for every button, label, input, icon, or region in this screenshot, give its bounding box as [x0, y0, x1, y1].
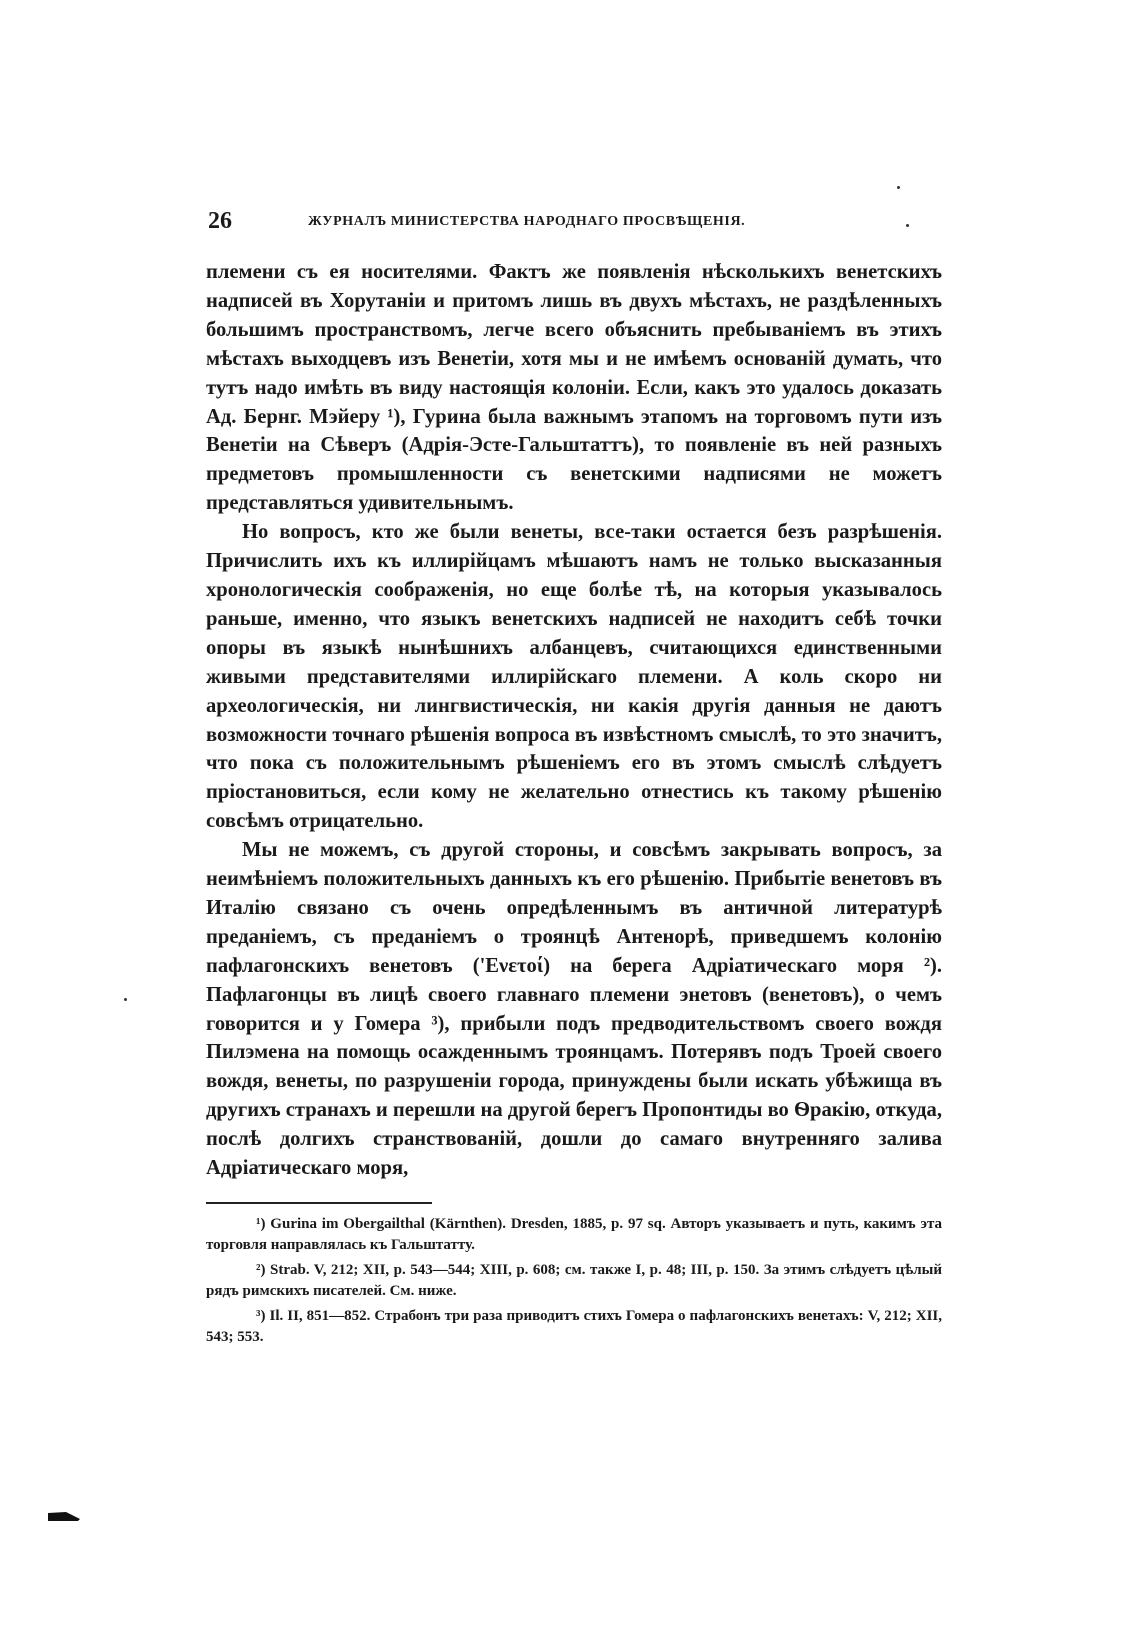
main-text: [206, 258, 942, 1183]
paragraph-3: Мы не можемъ, съ другой стороны, и совсѣмъ закрывать вопросъ, за неимѣніемъ положительныхъ данныхъ къ его рѣшенію. Прибытіе венетовъ въ Италію связано съ очень опредѣленнымъ въ античной литературѣ преданіемъ, съ преданіемъ о троянцѣ Антенорѣ, приведшемъ колонію пафлагонскихъ венетовъ ('Ενετοί) на берега Адріатическаго моря ²). Пафлагонцы въ лицѣ своего главнаго племени энетовъ (венетовъ), о чемъ говорится и у Гомера ³), прибыли подъ предводительствомъ своего вождя Пилэмена на помощь осажденнымъ троянцамъ. Потерявъ подъ Троей своего вождя, венеты, по разрушеніи города, принуждены были искать убѣжища въ другихъ странахъ и перешли на другой берегъ Пропонтиды во Ѳракію, откуда, послѣ долгихъ странствованій, дошли до самаго внутренняго залива Адріатическаго моря,: [206, 839, 942, 1180]
footnotes: [206, 1214, 942, 1352]
page-number: 26: [208, 208, 232, 234]
footnote-3: ³) Il. II, 851—852. Страбонъ три раза приводитъ стихъ Гомера о пафлагонскихъ венетахъ: V, 212; XII, 543; 553.: [206, 1308, 942, 1345]
footnote-2: ²) Strab. V, 212; XII, p. 543—544; XIII, p. 608; см. также I, p. 48; III, p. 150. За этимъ слѣдуетъ цѣлый рядъ римскихъ писателей. См. ниже.: [206, 1262, 942, 1299]
footnote-1: ¹) Gurina im Obergailthal (Kärnthen). Dresden, 1885, p. 97 sq. Авторъ указываетъ и путь, какимъ эта торговля направлялась къ Гальштатту.: [206, 1216, 942, 1253]
scan-speck: [897, 186, 900, 189]
scan-speck: [906, 224, 909, 227]
footnote-divider: [206, 1202, 432, 1204]
paragraph-2: Но вопросъ, кто же были венеты, все-таки остается безъ разрѣшенія. Причислить ихъ къ иллирійцамъ мѣшаютъ намъ не только высказанныя хронологическія соображенія, но еще болѣе тѣ, на которыя указывалось раньше, именно, что языкъ венетскихъ надписей не находитъ себѣ точки опоры въ языкѣ нынѣшнихъ албанцевъ, считающихся единственными живыми представителями иллирійскаго племени. А коль скоро ни археологическія, ни лингвистическія, ни какія другія данныя не даютъ возможности точнаго рѣшенія вопроса въ извѣстномъ смыслѣ, то это значитъ, что пока съ положительнымъ рѣшеніемъ его въ этомъ смыслѣ слѣдуетъ пріостановиться, если кому не желательно отнестись къ такому рѣшенію совсѣмъ отрицательно.: [206, 521, 942, 833]
paragraph-1: племени съ ея носителями. Фактъ же появленія нѣсколькихъ венетскихъ надписей въ Хорутаніи и притомъ лишь въ двухъ мѣстахъ, не раздѣленныхъ большимъ пространствомъ, легче всего объяснить пребываніемъ въ этихъ мѣстахъ выходцевъ изъ Венетіи, хотя мы и не имѣемъ основаній думать, что тутъ надо имѣть въ виду настоящія колоніи. Если, какъ это удалось доказать Ад. Бернг. Мэйеру ¹), Гурина была важнымъ этапомъ на торговомъ пути изъ Венетіи на Сѣверъ (Адрія-Эсте-Гальштаттъ), то появленіе въ ней разныхъ предметовъ промышленности съ венетскими надписями не можетъ представляться удивительнымъ.: [206, 261, 942, 515]
scan-speck: [124, 998, 127, 1001]
running-title: ЖУРНАЛЪ МИНИСТЕРСТВА НАРОДНАГО ПРОСВѢЩЕНІЯ.: [308, 214, 746, 229]
scan-artifact-mark: [48, 1510, 80, 1522]
page-header: [208, 208, 908, 240]
